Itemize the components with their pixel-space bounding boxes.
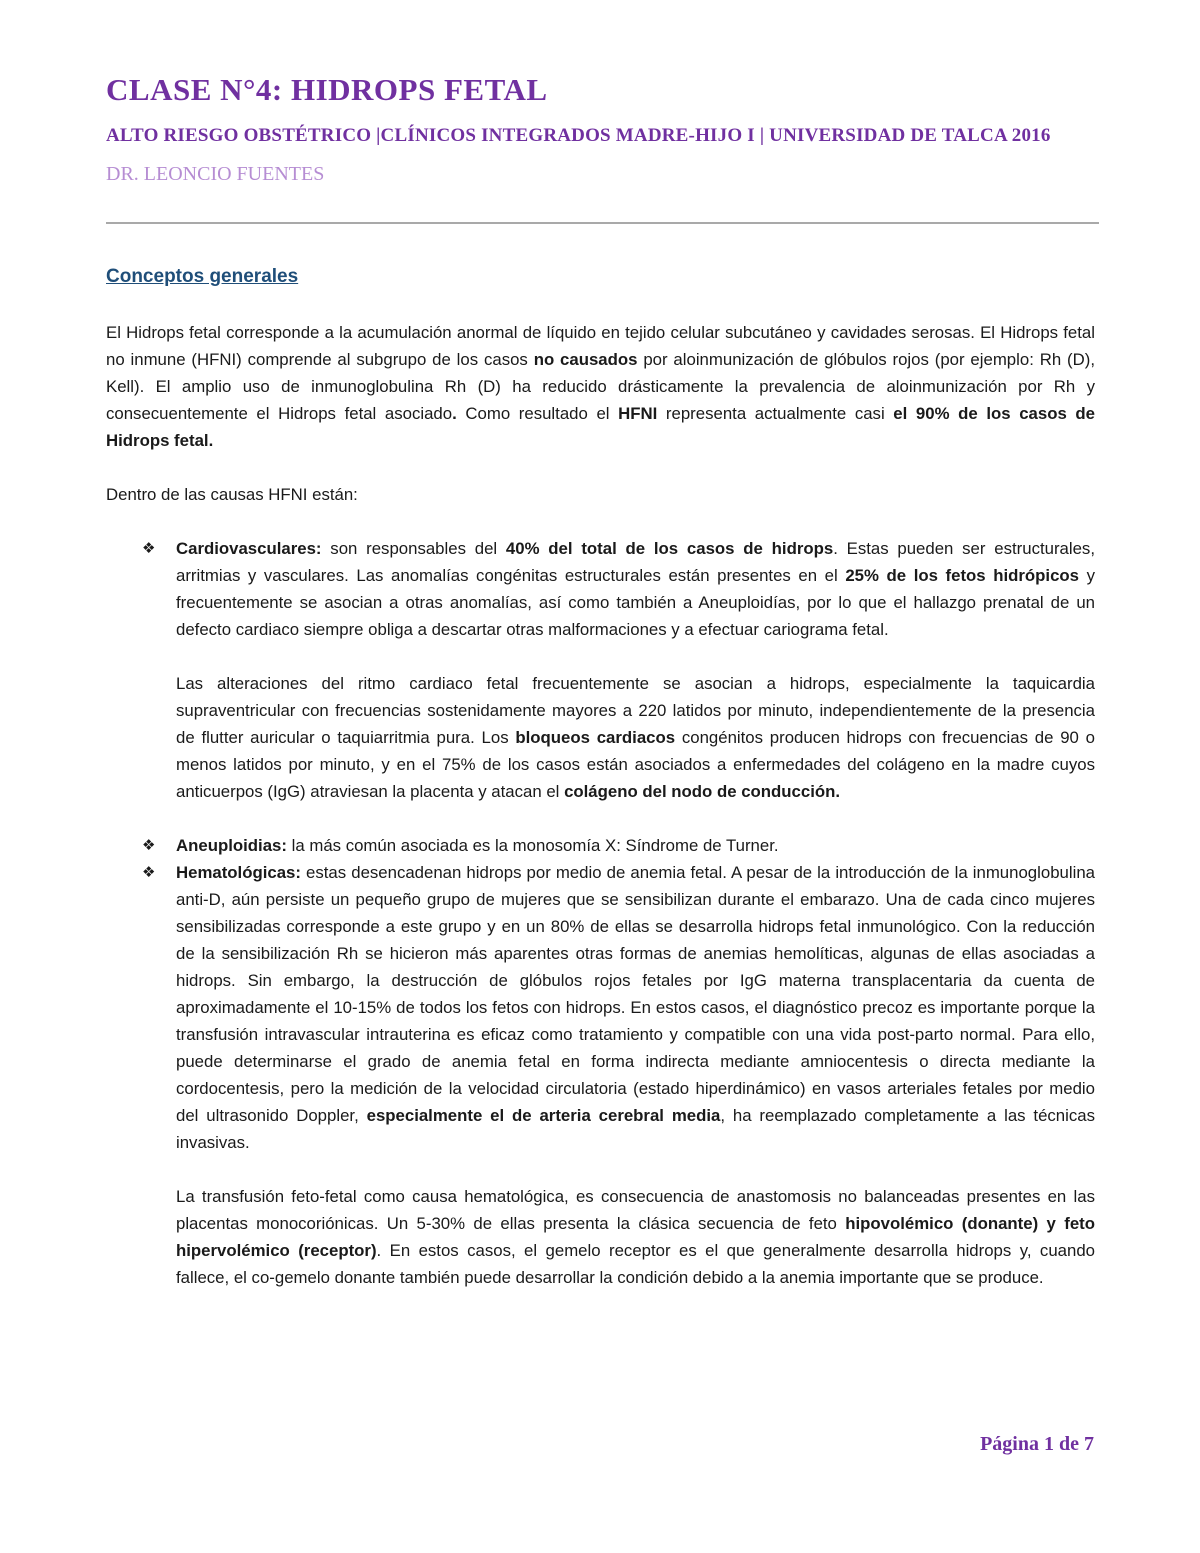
intro-bold-4: el 90% de los casos de Hidrops fetal. xyxy=(106,404,1096,450)
diamond-star-bullet-icon: ❖ xyxy=(142,864,156,881)
bullet-text: la más común asociada es la monosomía X: Síndrome de Turner. xyxy=(286,836,779,855)
page-number: Página 1 de 7 xyxy=(980,1433,1094,1455)
bullet-text: . Estas pueden ser estructurales, arritmias y vasculares. Las anomalías congénitas estructurales están presentes en el xyxy=(176,539,1095,585)
cardio-rhythm-paragraph xyxy=(106,670,1095,805)
diamond-star-bullet-icon: ❖ xyxy=(142,540,156,557)
bullet-text: y frecuentemente se asocian a otras anomalías, así como también a Aneuploidías, por lo que el hallazgo prenatal de un defecto cardiaco siempre obliga a descartar otras malformaciones y a efectuar cariograma fetal. xyxy=(176,566,1096,639)
para-text: Las alteraciones del ritmo cardiaco fetal frecuentemente se asocian a hidrops, especialmente la taquicardia supraventricular con frecuencias sostenidamente mayores a 220 latidos por minuto, independientemente de la presencia de flutter auricular o taquiarritmia pura. Los xyxy=(176,674,1095,747)
para-bold: hipovolémico (donante) y feto hipervolémico (receptor) xyxy=(176,1214,1095,1260)
bullet-bold: 25% de los fetos hidrópicos xyxy=(845,566,1080,585)
intro-text-2: por aloinmunización de glóbulos rojos (por ejemplo: Rh (D), Kell). El amplio uso de inmunoglobulina Rh (D) ha reducido drásticamente la prevalencia de aloinmunización por Rh y consecuentemente el Hidrops fetal asociado xyxy=(106,350,1095,423)
causes-list-continued xyxy=(106,832,1095,1156)
para-text: La transfusión feto-fetal como causa hematológica, es consecuencia de anastomosis no balanceadas presentes en las placentas monocoriónicas. Un 5-30% de ellas presenta la clásica secuencia de feto xyxy=(176,1187,1095,1233)
list-item-cardiovasculares xyxy=(106,535,1095,643)
bullet-text: son responsables del xyxy=(321,539,506,558)
intro-bold-3: HFNI xyxy=(618,404,658,423)
bullet-label: Hematológicas: xyxy=(176,863,301,882)
para-bold: . xyxy=(835,782,841,801)
spacer xyxy=(106,805,1095,832)
spacer xyxy=(106,454,1095,481)
spacer xyxy=(106,643,1095,670)
document-subtitle: ALTO RIESGO OBSTÉTRICO |CLÍNICOS INTEGRADOS MADRE-HIJO I | UNIVERSIDAD DE TALCA 2016 xyxy=(106,125,1051,146)
spacer xyxy=(106,508,1095,535)
document-title: CLASE N°4: HIDROPS FETAL xyxy=(106,72,548,107)
bullet-text: , ha reemplazado completamente a las técnicas invasivas. xyxy=(176,1106,1095,1152)
bullet-text: estas desencadenan hidrops por medio de anemia fetal. A pesar de la introducción de la inmunoglobulina anti-D, aún persiste un pequeño grupo de mujeres que se sensibilizan durante el embarazo. Una de cada cinco mujeres sensibilizadas corresponde a este grupo y en un 80% de ellas se desarrolla hidrops fetal inmunológico. Con la reducción de la sensibilización Rh se hicieron más aparentes otras formas de anemias hemolíticas, algunas de ellas asociadas a hidrops. Sin embargo, la destrucción de glóbulos rojos fetales por IgG materna transplacentaria da cuenta de aproximadamente el 10-15% de todos los fetos con hidrops. En estos casos, el diagnóstico precoz es importante porque la transfusión intravascular intrauterina es eficaz como tratamiento y compatible con una vida post-parto normal. Para ello, puede determinarse el grado de anemia fetal en forma indirecta mediante amniocentesis o directa mediante la cordocentesis, pero la medición de la velocidad circulatoria (estado hiperdinámico) en vasos arteriales fetales por medio del ultrasonido Doppler, xyxy=(176,863,1095,1125)
document-author: DR. LEONCIO FUENTES xyxy=(106,163,325,185)
para-bold: bloqueos cardiacos xyxy=(515,728,676,747)
list-item-aneuploidias xyxy=(106,832,1095,859)
diamond-star-bullet-icon: ❖ xyxy=(142,837,156,854)
document-header xyxy=(106,70,1100,187)
intro-bold-2: . xyxy=(452,404,457,423)
causes-intro: Dentro de las causas HFNI están: xyxy=(106,485,358,504)
bullet-label: Aneuploidias: xyxy=(176,836,287,855)
intro-text-3: Como resultado el xyxy=(456,404,619,423)
intro-bold-1: no causados xyxy=(533,350,638,369)
bullet-label: Cardiovasculares: xyxy=(176,539,322,558)
list-item-hematologicas xyxy=(106,859,1095,1156)
header-divider xyxy=(106,222,1099,224)
document-body xyxy=(106,262,1095,1291)
para-text: . En estos casos, el gemelo receptor es el que generalmente desarrolla hidrops y, cuando fallece, el co-gemelo donante también puede desarrollar la condición debido a la anemia importante que se produce. xyxy=(176,1241,1095,1287)
section-heading: Conceptos generales xyxy=(106,266,299,287)
spacer xyxy=(106,1156,1095,1183)
causes-list xyxy=(106,535,1095,643)
intro-paragraph xyxy=(106,319,1095,454)
para-bold: colágeno del nodo de conducción xyxy=(564,782,836,801)
intro-text-4: representa actualmente casi xyxy=(657,404,894,423)
intro-text-1: El Hidrops fetal corresponde a la acumulación anormal de líquido en tejido celular subcutáneo y cavidades serosas. El Hidrops fetal no inmune (HFNI) comprende al subgrupo de los casos xyxy=(106,323,1095,369)
transfusion-paragraph xyxy=(106,1183,1095,1291)
bullet-bold: especialmente el de arteria cerebral media xyxy=(366,1106,721,1125)
para-text: congénitos producen hidrops con frecuencias de 90 o menos latidos por minuto, y en el 75% de los casos están asociados a enfermedades del colágeno en la madre cuyos anticuerpos (IgG) atraviesan la placenta y atacan el xyxy=(176,728,1095,801)
bullet-bold: 40% del total de los casos de hidrops xyxy=(505,539,834,558)
